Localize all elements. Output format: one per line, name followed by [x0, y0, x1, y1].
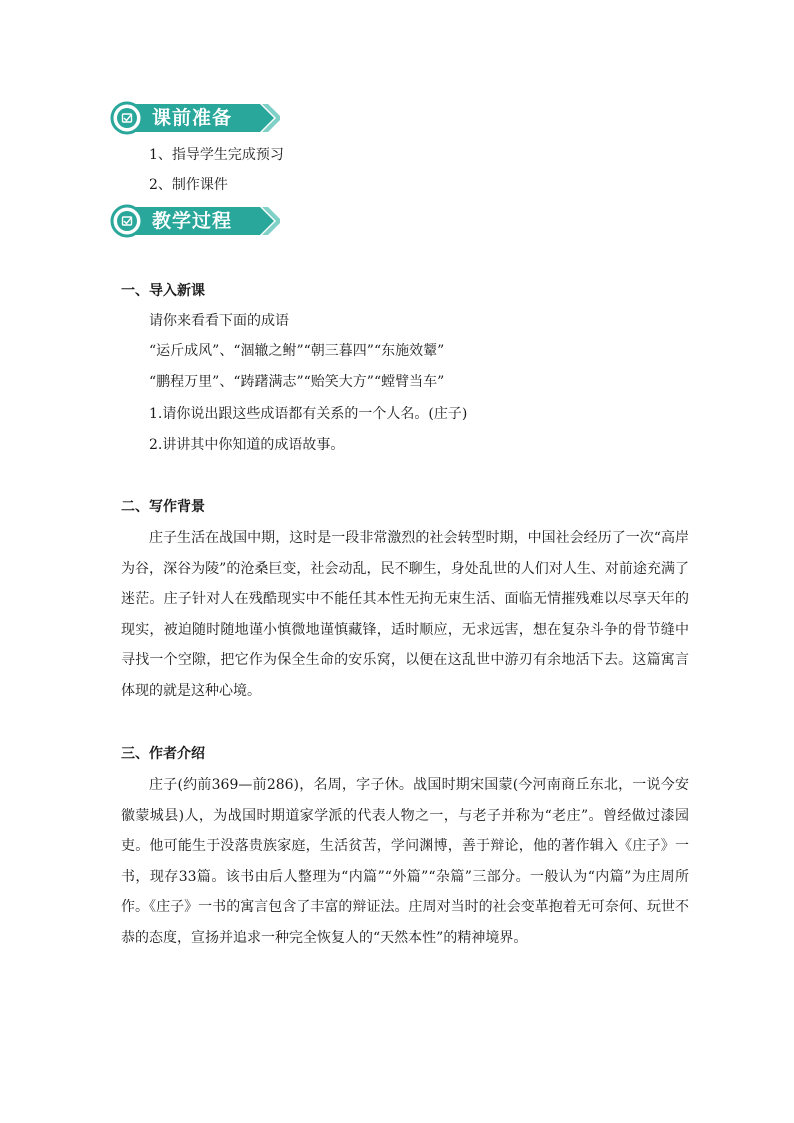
prep-item-2: 2、制作课件 [149, 177, 228, 193]
section-title-process: 教学过程 [152, 210, 233, 232]
intro-line-5: 2.讲讲其中你知道的成语故事。 [149, 437, 345, 453]
heading-intro: 一、导入新课 [121, 283, 205, 299]
heading-background: 二、写作背景 [121, 499, 205, 515]
intro-line-1: 请你来看看下面的成语 [149, 313, 289, 329]
intro-line-4: 1.请你说出跟这些成语都有关系的一个人名。(庄子) [149, 406, 468, 422]
background-paragraph: 庄子生活在战国中期，这时是一段非常激烈的社会转型时期，中国社会经历了一次“高岸为谷，深谷为陵”的沧桑巨变，社会动乱，民不聊生，身处乱世的人们对人生、对前途充满了迷茫。庄子针对人在残酷现实中不能任其本性无拘无束生活、面临无情摧残难以尽享天年的现实，被迫随时随地谨小慎微地谨慎藏锋，适时顺应，无求远害，想在复杂斗争的骨节缝中寻找一个空隙，把它作为保全生命的安乐窝，以便在这乱世中游刃有余地活下去。这篇寓言体现的就是这种心境。 [121, 530, 689, 699]
intro-line-2: “运斤成风”、“涸辙之鲋”“朝三暮四”“东施效颦” [149, 343, 445, 359]
section-banner-prep [110, 101, 280, 135]
author-paragraph: 庄子(约前369—前286)，名周，字子休。战国时期宋国蒙(今河南商丘东北，一说今安徽蒙城县)人，为战国时期道家学派的代表人物之一，与老子并称为“老庄”。曾经做过漆园吏。他可能生于没落贵族家庭，生活贫苦，学问渊博，善于辩论，他的著作辑入《庄子》一书，现存33篇。该书由后人整理为“内篇”“外篇”“杂篇”三部分。一般认为“内篇”为庄周所作。《庄子》一书的寓言包含了丰富的辩证法。庄周对当时的社会变革抱着无可奈何、玩世不恭的态度，宣扬并追求一种完全恢复人的“天然本性”的精神境界。 [121, 777, 689, 946]
section-banner-process [110, 204, 280, 238]
intro-line-3: “鹏程万里”、“踌躇满志”“贻笑大方”“螳臂当车” [149, 374, 445, 390]
prep-item-1: 1、指导学生完成预习 [149, 147, 284, 163]
section-title-prep: 课前准备 [152, 107, 233, 129]
heading-author: 三、作者介绍 [121, 746, 205, 762]
